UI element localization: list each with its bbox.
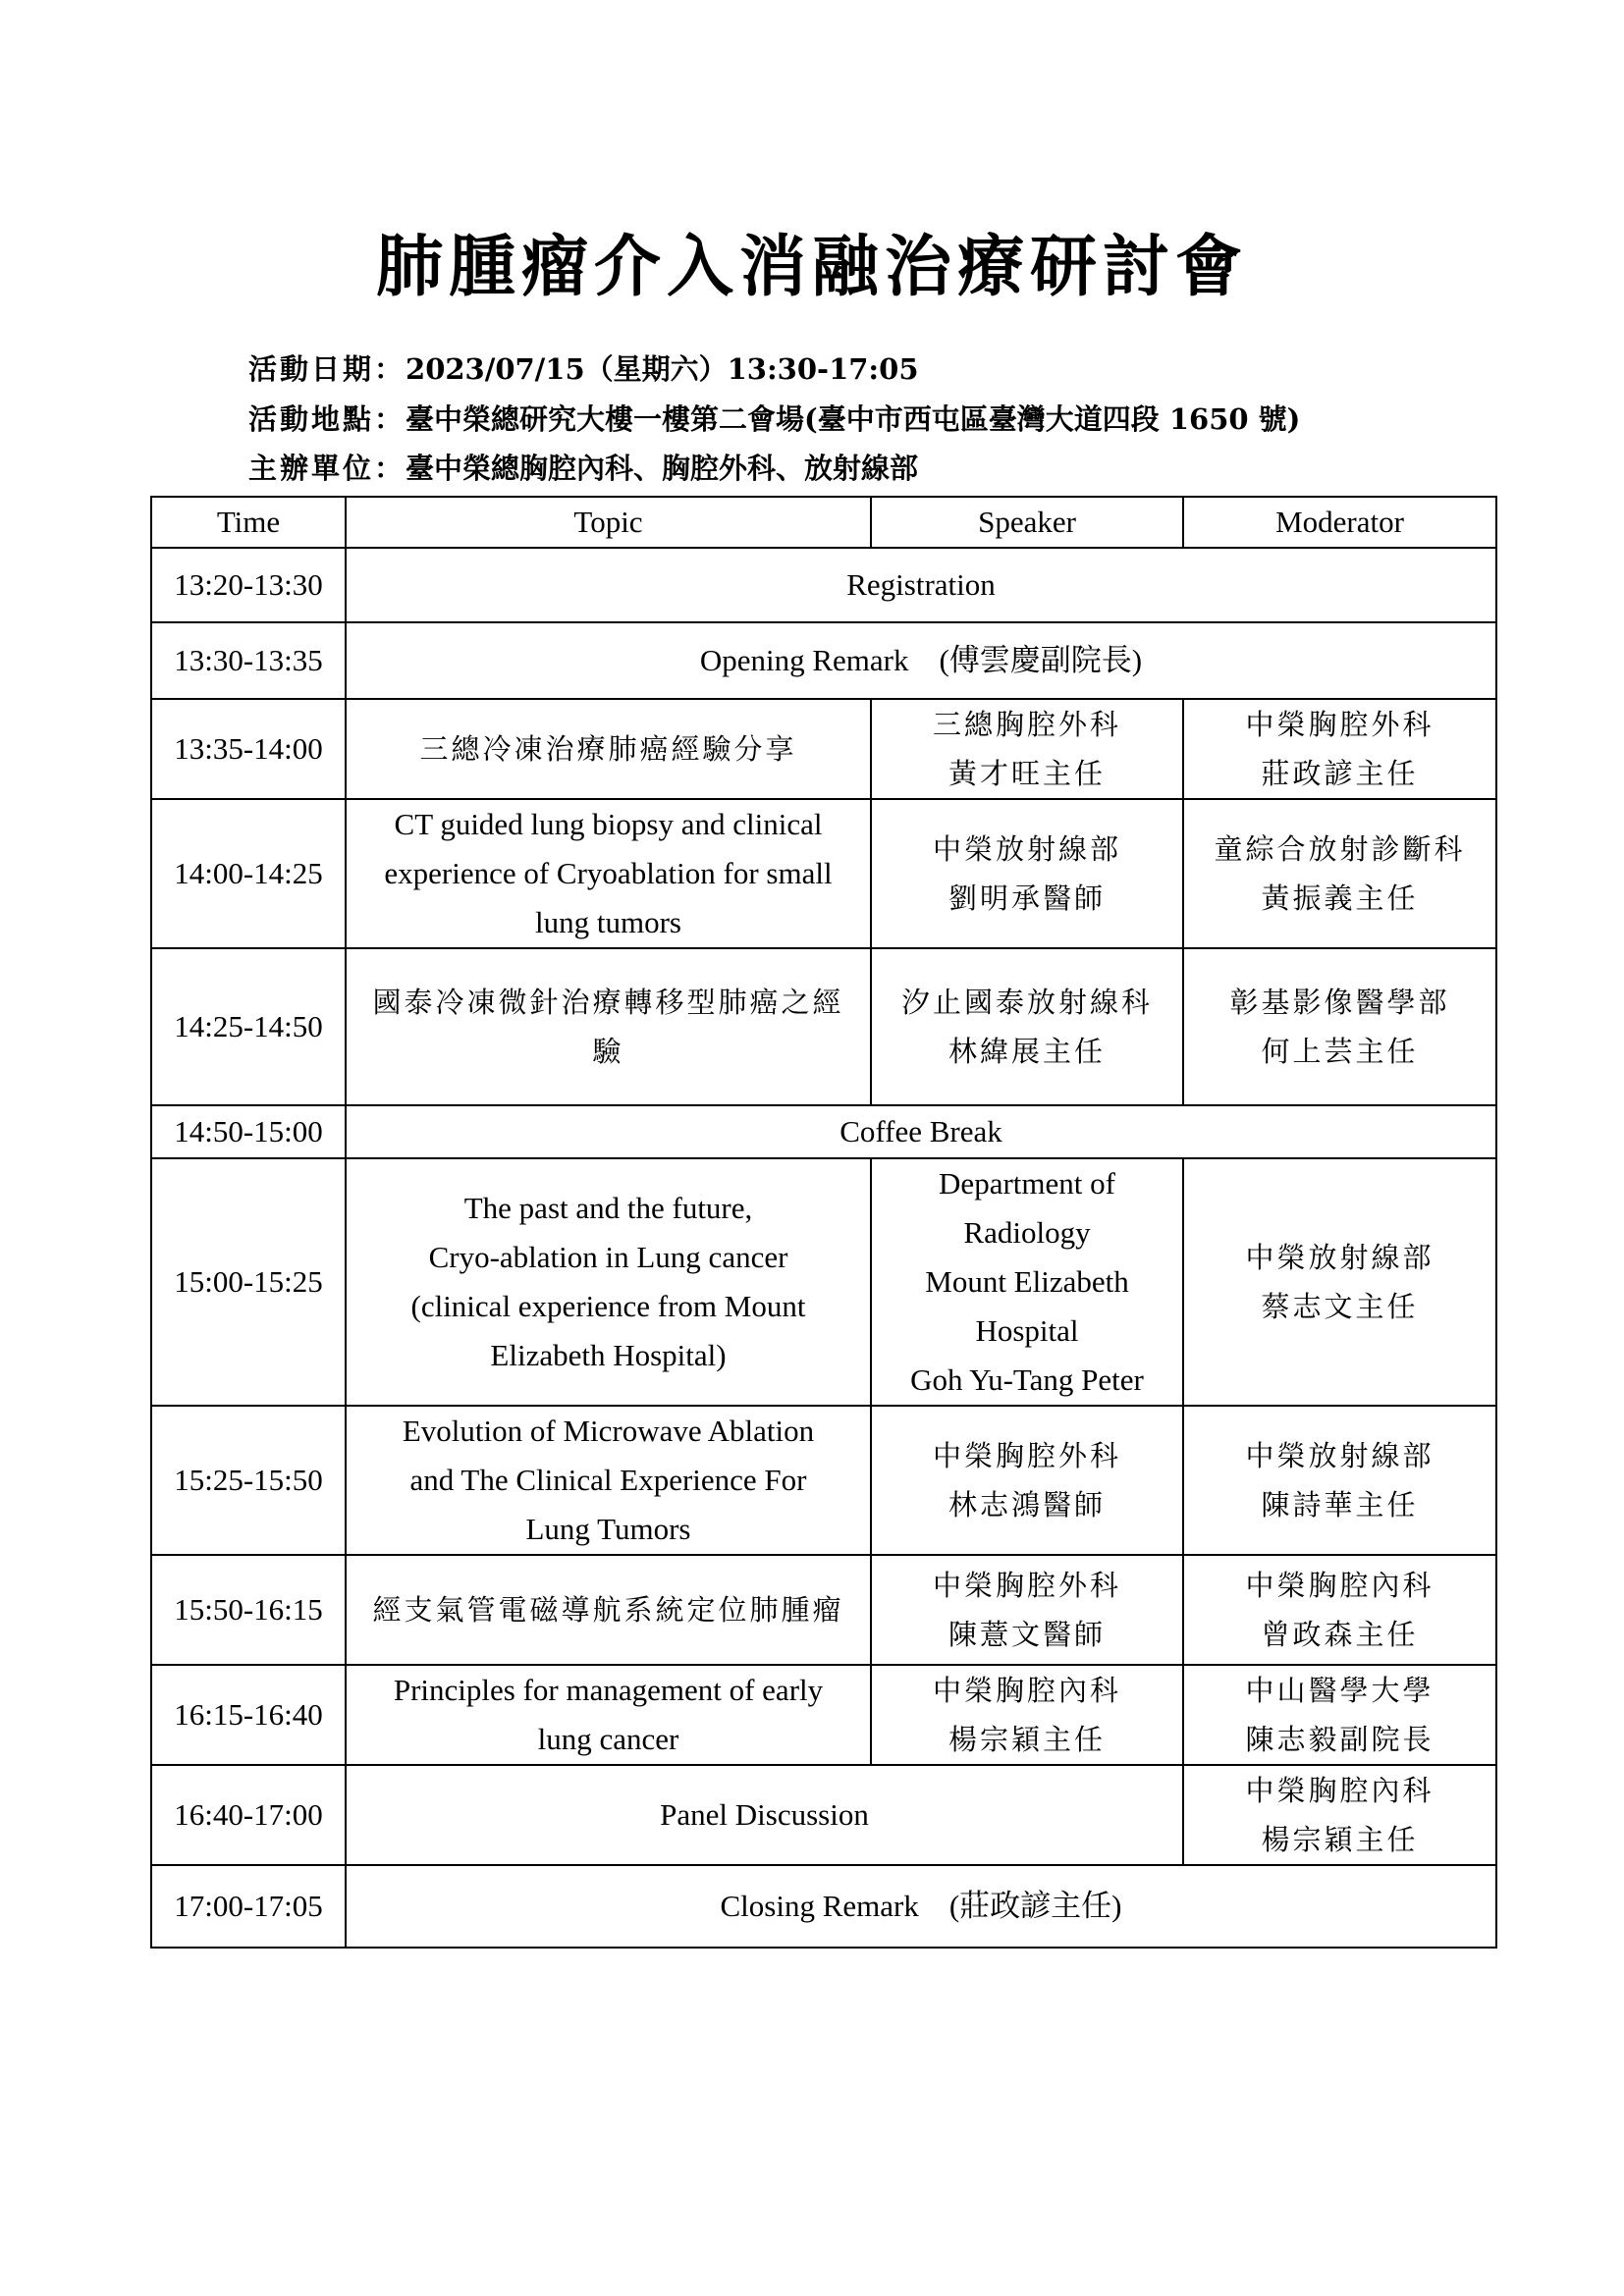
cell-line: 中榮胸腔內科 [1245,1774,1435,1807]
topic-cell [346,1665,871,1765]
cell-line: Radiology [963,1215,1091,1250]
time-cell: 16:40-17:00 [151,1765,346,1865]
cell-line: 彰基影像醫學部 [1229,986,1450,1019]
table-row [151,699,1496,799]
time-cell: 13:30-13:35 [151,622,346,699]
cell-line: 三總胸腔外科 [932,708,1121,741]
table-row [151,799,1496,948]
event-date-value: 2023/07/15（星期六）13:30-17:05 [406,352,919,386]
cell-line: 曾政森主任 [1261,1618,1419,1651]
cell-line: 楊宗穎主任 [947,1723,1106,1756]
moderator-cell [1183,1158,1496,1406]
event-venue-label: 活動地點： [248,402,406,436]
time-cell: 13:20-13:30 [151,548,346,622]
topic-cell [346,948,871,1105]
session-cell: Registration [346,548,1496,622]
time-cell: 15:50-16:15 [151,1555,346,1665]
cell-line: 國泰冷凍微針治療轉移型肺癌之經 [372,986,844,1019]
cell-line: 莊政諺主任 [1261,757,1419,790]
cell-line: Hospital [975,1313,1079,1348]
session-cell: Panel Discussion [346,1765,1183,1865]
cell-line: 中榮放射線部 [932,832,1121,866]
session-cell: Opening Remark (傅雲慶副院長) [346,622,1496,699]
moderator-cell [1183,1406,1496,1555]
cell-line: 陳薏文醫師 [947,1618,1106,1651]
topic-cell [346,1158,871,1406]
topic-cell [346,1406,871,1555]
table-row [151,622,1496,699]
cell-line: Department of [939,1166,1115,1201]
moderator-cell [1183,799,1496,948]
speaker-cell [871,1406,1183,1555]
cell-line: 童綜合放射診斷科 [1214,832,1466,866]
cell-line: Principles for management of early [393,1673,824,1707]
cell-line: experience of Cryoablation for small [384,856,833,890]
table-row [151,548,1496,622]
session-cell: Coffee Break [346,1105,1496,1158]
event-host-value: 臺中榮總胸腔內科、胸腔外科、放射線部 [406,452,919,485]
speaker-cell [871,1555,1183,1665]
page-title: 肺腫瘤介入消融治療研討會 [375,229,1248,306]
cell-line: CT guided lung biopsy and clinical [394,807,823,841]
cell-line: 中榮胸腔外科 [932,1569,1121,1602]
moderator-cell [1183,948,1496,1105]
cell-line: 黃才旺主任 [947,757,1106,790]
table-row [151,1406,1496,1555]
time-cell: 14:50-15:00 [151,1105,346,1158]
cell-line: Goh Yu-Tang Peter [910,1362,1144,1397]
cell-line: 陳詩華主任 [1261,1488,1419,1522]
event-venue-value: 臺中榮總研究大樓一樓第二會場(臺中市西屯區臺灣大道四段 1650 號) [406,402,1301,436]
moderator-cell [1183,1555,1496,1665]
cell-line: 蔡志文主任 [1261,1290,1419,1323]
time-cell: 14:25-14:50 [151,948,346,1105]
cell-line: 林志鴻醫師 [947,1488,1106,1522]
cell-line: 林緯展主任 [947,1035,1106,1068]
cell-line: 中榮放射線部 [1245,1439,1435,1472]
agenda-table [150,496,1497,1949]
cell-line: and The Clinical Experience For [409,1463,807,1497]
topic-cell [346,799,871,948]
cell-line: 汐止國泰放射線科 [900,986,1153,1019]
table-row [151,1865,1496,1948]
topic-cell: 經支氣管電磁導航系統定位肺腫瘤 [346,1555,871,1665]
event-date-label: 活動日期： [248,352,406,386]
table-row [151,1158,1496,1406]
cell-line: 中山醫學大學 [1245,1674,1435,1707]
table-row [151,1555,1496,1665]
time-cell: 13:35-14:00 [151,699,346,799]
table-row [151,948,1496,1105]
header-time: Time [151,497,346,548]
event-host-label: 主辦單位： [248,452,406,485]
speaker-cell [871,948,1183,1105]
moderator-cell [1183,1665,1496,1765]
event-host [248,449,918,488]
cell-line: Lung Tumors [525,1512,691,1546]
speaker-cell [871,1665,1183,1765]
cell-line: 何上芸主任 [1261,1035,1419,1068]
cell-line: The past and the future, [463,1191,753,1225]
cell-line: 中榮胸腔內科 [1245,1569,1435,1602]
topic-cell: 三總冷凍治療肺癌經驗分享 [346,699,871,799]
moderator-cell [1183,1765,1496,1865]
cell-line: Elizabeth Hospital) [490,1338,727,1372]
cell-line: lung tumors [535,905,681,939]
event-venue [248,400,1300,439]
cell-line: Mount Elizabeth [925,1264,1129,1299]
time-cell: 14:00-14:25 [151,799,346,948]
cell-line: (clinical experience from Mount [410,1289,806,1323]
header-topic: Topic [346,497,871,548]
table-row [151,1765,1496,1865]
cell-line: 中榮放射線部 [1245,1241,1435,1274]
speaker-cell [871,699,1183,799]
table-row [151,1105,1496,1158]
speaker-cell [871,799,1183,948]
speaker-cell [871,1158,1183,1406]
cell-line: 驗 [592,1035,624,1068]
table-header-row [151,497,1496,548]
session-cell: Closing Remark (莊政諺主任) [346,1865,1496,1948]
cell-line: Cryo-ablation in Lung cancer [428,1240,788,1274]
cell-line: 黃振義主任 [1261,881,1419,915]
table-row [151,1665,1496,1765]
cell-line: 陳志毅副院長 [1245,1723,1435,1756]
time-cell: 17:00-17:05 [151,1865,346,1948]
header-speaker: Speaker [871,497,1183,548]
cell-line: 中榮胸腔內科 [932,1674,1121,1707]
cell-line: 中榮胸腔外科 [932,1439,1121,1472]
time-cell: 15:00-15:25 [151,1158,346,1406]
cell-line: 中榮胸腔外科 [1245,708,1435,741]
event-date [248,349,919,389]
time-cell: 16:15-16:40 [151,1665,346,1765]
cell-line: Evolution of Microwave Ablation [402,1414,815,1448]
moderator-cell [1183,699,1496,799]
cell-line: 楊宗穎主任 [1261,1823,1419,1856]
cell-line: 劉明承醫師 [947,881,1106,915]
time-cell: 15:25-15:50 [151,1406,346,1555]
header-moderator: Moderator [1183,497,1496,548]
cell-line: lung cancer [537,1722,679,1756]
